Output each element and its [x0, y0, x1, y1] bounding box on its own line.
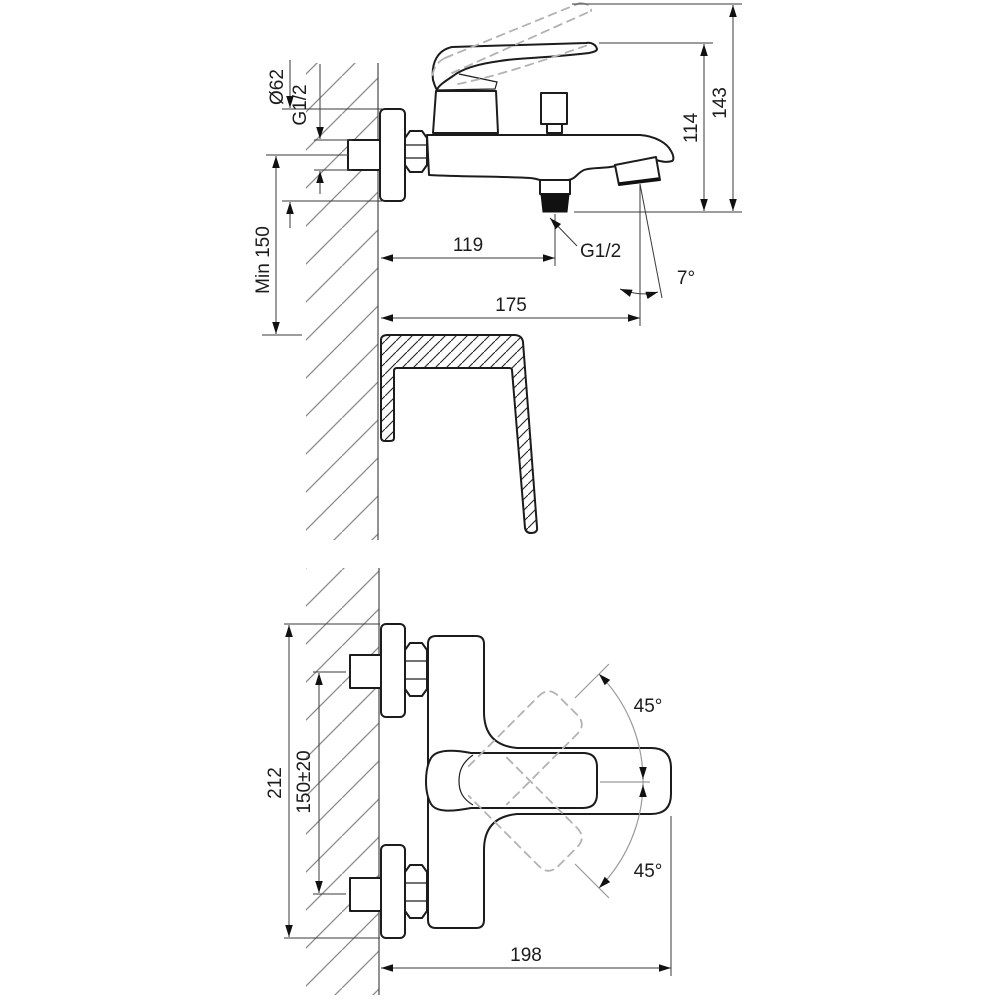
dim-flange-diameter: Ø62 — [267, 69, 288, 105]
dim-height-closed: 114 — [681, 112, 702, 144]
wall-flange-bottom — [381, 845, 405, 938]
side-view — [253, 3, 742, 540]
wall-hatching — [306, 63, 378, 540]
union-nut-top — [405, 643, 427, 696]
shower-outlet-thread — [541, 194, 569, 212]
wall-flange-side — [380, 109, 405, 201]
inlet-connector-side — [348, 140, 380, 170]
union-nut-bottom — [405, 865, 427, 918]
inlet-connector-top — [350, 655, 381, 688]
dim-outlet-thread: G1/2 — [580, 241, 622, 262]
dim-inlet-thread: G1/2 — [290, 84, 311, 126]
dim-min-height: Min 150 — [253, 226, 274, 294]
wall-hatching-plan — [306, 568, 379, 995]
shower-outlet — [540, 180, 570, 212]
inlet-connector-bottom — [350, 878, 381, 911]
bathtub-rim-section — [381, 335, 537, 533]
dim-overall-reach: 198 — [510, 945, 542, 966]
dim-centres-distance: 150±20 — [294, 750, 315, 814]
dim-swing-up: 45° — [633, 696, 663, 717]
union-nut-side — [405, 131, 427, 172]
diverter-knob — [541, 93, 567, 133]
dim-outlet-offset: 119 — [452, 235, 484, 256]
dim-overall-height: 212 — [265, 767, 286, 799]
wall-flange-top — [381, 624, 405, 717]
dim-spout-reach: 175 — [495, 295, 527, 316]
lever-handle-plan — [426, 751, 597, 811]
plan-view — [265, 568, 671, 995]
cartridge-housing — [433, 91, 498, 133]
dim-height-open: 143 — [710, 87, 731, 119]
dim-swing-down: 45° — [633, 861, 663, 882]
dim-spout-angle: 7° — [676, 268, 696, 289]
